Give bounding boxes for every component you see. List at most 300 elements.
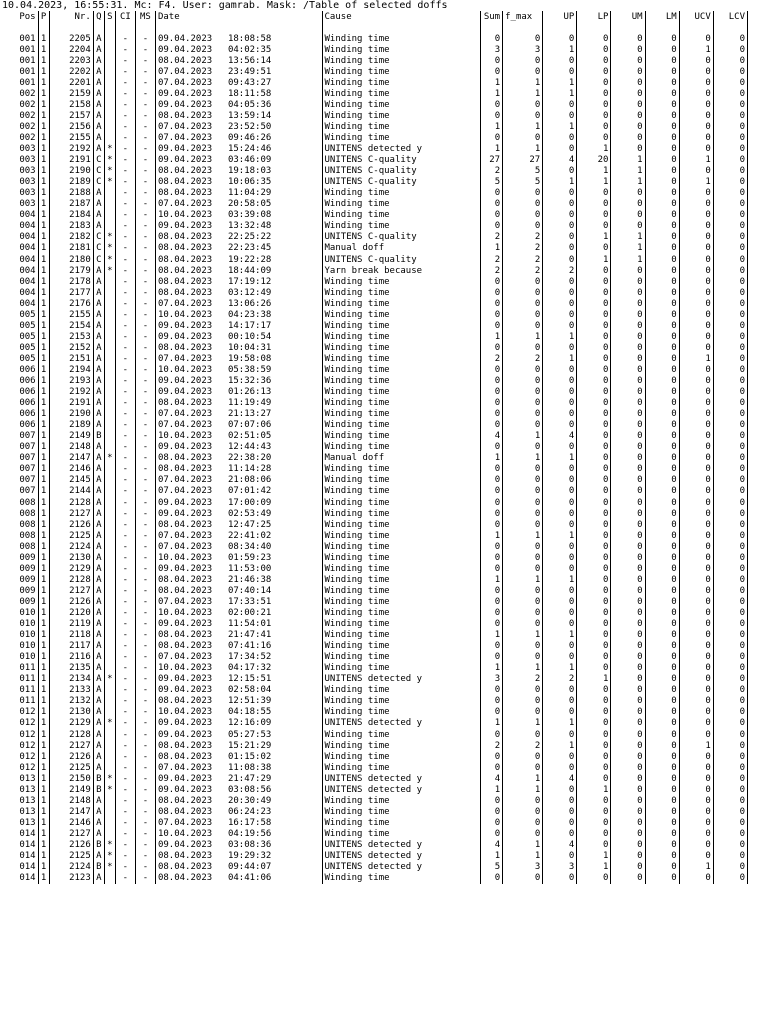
cell-nr: 2120	[49, 607, 93, 618]
cell-date	[155, 55, 322, 66]
cell-date-time: 16:17:58	[227, 817, 272, 828]
cell-q: C	[93, 155, 104, 166]
cell-date-time: 18:08:58	[227, 33, 272, 44]
cell-ci: -	[115, 442, 135, 453]
cell-ms: -	[135, 530, 155, 541]
cell-sum: 0	[481, 762, 503, 773]
cell-nr: 2128	[49, 574, 93, 585]
cell-um: 0	[611, 342, 645, 353]
cell-fmax: 0	[503, 409, 543, 420]
cell-q: A	[93, 607, 104, 618]
cell-lm: 0	[645, 674, 679, 685]
cell-nr: 2155	[49, 132, 93, 143]
cell-q: A	[93, 409, 104, 420]
cell-lm: 0	[645, 486, 679, 497]
cell-sum: 0	[481, 873, 503, 884]
cell-ucv: 0	[679, 464, 713, 475]
cell-ms: -	[135, 276, 155, 287]
cell-pos: 012	[2, 707, 38, 718]
cell-s	[104, 817, 115, 828]
cell-lcv: 0	[713, 77, 747, 88]
cell-lm: 0	[645, 232, 679, 243]
cell-sum: 1	[481, 530, 503, 541]
cell-lm: 0	[645, 420, 679, 431]
cell-lcv: 0	[713, 243, 747, 254]
cell-p: 1	[38, 99, 49, 110]
table-row	[2, 33, 748, 44]
cell-cause: Winding time	[322, 199, 481, 210]
cell-ms: -	[135, 851, 155, 862]
cell-q: C	[93, 232, 104, 243]
cell-lcv: 0	[713, 828, 747, 839]
cell-sum: 2	[481, 353, 503, 364]
cell-ms: -	[135, 243, 155, 254]
cell-date	[155, 398, 322, 409]
cell-date	[155, 442, 322, 453]
cell-s	[104, 751, 115, 762]
cell-fmax: 0	[503, 552, 543, 563]
cell-um: 0	[611, 585, 645, 596]
cell-p: 1	[38, 88, 49, 99]
cell-cause: Manual doff	[322, 453, 481, 464]
cell-um: 0	[611, 530, 645, 541]
cell-cause: Winding time	[322, 309, 481, 320]
cell-um: 0	[611, 376, 645, 387]
cell-date-day: 10.04.2023	[157, 707, 213, 718]
cell-ucv: 0	[679, 376, 713, 387]
cell-ms: -	[135, 773, 155, 784]
cell-um: 1	[611, 254, 645, 265]
cell-um: 0	[611, 121, 645, 132]
cell-ms: -	[135, 740, 155, 751]
cell-date	[155, 585, 322, 596]
cell-ci: -	[115, 828, 135, 839]
cell-ucv: 0	[679, 762, 713, 773]
cell-lm: 0	[645, 177, 679, 188]
cell-sum: 1	[481, 453, 503, 464]
cell-p: 1	[38, 44, 49, 55]
cell-q: A	[93, 630, 104, 641]
cell-ci: -	[115, 751, 135, 762]
cell-ms: -	[135, 409, 155, 420]
cell-ms: -	[135, 607, 155, 618]
cell-lcv: 0	[713, 641, 747, 652]
cell-nr: 2128	[49, 497, 93, 508]
cell-date-day: 08.04.2023	[157, 696, 213, 707]
cell-nr: 2203	[49, 55, 93, 66]
cell-date-day: 09.04.2023	[157, 563, 213, 574]
cell-pos: 005	[2, 320, 38, 331]
cell-sum: 0	[481, 376, 503, 387]
cell-ms: -	[135, 464, 155, 475]
cell-nr: 2179	[49, 265, 93, 276]
cell-cause: Winding time	[322, 431, 481, 442]
cell-lm: 0	[645, 762, 679, 773]
cell-nr: 2146	[49, 464, 93, 475]
cell-date	[155, 552, 322, 563]
cell-nr: 2149	[49, 431, 93, 442]
cell-date-day: 10.04.2023	[157, 364, 213, 375]
cell-lcv: 0	[713, 210, 747, 221]
cell-cause: Winding time	[322, 188, 481, 199]
cell-p: 1	[38, 353, 49, 364]
cell-up: 0	[543, 254, 577, 265]
table-row	[2, 729, 748, 740]
cell-p: 1	[38, 276, 49, 287]
cell-um: 0	[611, 862, 645, 873]
cell-pos: 002	[2, 132, 38, 143]
table-row	[2, 740, 748, 751]
cell-um: 0	[611, 364, 645, 375]
cell-fmax: 0	[503, 376, 543, 387]
cell-um: 0	[611, 132, 645, 143]
cell-sum: 0	[481, 309, 503, 320]
cell-lm: 0	[645, 309, 679, 320]
cell-ms: -	[135, 696, 155, 707]
cell-lp: 0	[577, 364, 611, 375]
cell-ucv: 0	[679, 619, 713, 630]
cell-lm: 0	[645, 464, 679, 475]
cell-nr: 2126	[49, 839, 93, 850]
cell-date-time: 13:06:26	[227, 298, 272, 309]
cell-q: A	[93, 740, 104, 751]
cell-date	[155, 663, 322, 674]
cell-date-day: 08.04.2023	[157, 630, 213, 641]
cell-p: 1	[38, 177, 49, 188]
cell-fmax: 0	[503, 652, 543, 663]
cell-nr: 2193	[49, 376, 93, 387]
cell-sum: 27	[481, 155, 503, 166]
cell-ms: -	[135, 44, 155, 55]
cell-sum: 1	[481, 121, 503, 132]
cell-ucv: 0	[679, 663, 713, 674]
cell-ucv: 0	[679, 33, 713, 44]
cell-pos: 010	[2, 652, 38, 663]
cell-q: A	[93, 221, 104, 232]
cell-lp: 0	[577, 442, 611, 453]
cell-lm: 0	[645, 453, 679, 464]
cell-date-day: 09.04.2023	[157, 839, 213, 850]
cell-um: 0	[611, 707, 645, 718]
table-row	[2, 287, 748, 298]
cell-cause: Winding time	[322, 442, 481, 453]
cell-up: 0	[543, 851, 577, 862]
cell-p: 1	[38, 210, 49, 221]
cell-sum: 0	[481, 387, 503, 398]
cell-lm: 0	[645, 77, 679, 88]
cell-q: A	[93, 873, 104, 884]
cell-date-day: 08.04.2023	[157, 342, 213, 353]
cell-nr: 2124	[49, 862, 93, 873]
cell-lp: 0	[577, 320, 611, 331]
cell-lcv: 0	[713, 166, 747, 177]
cell-ms: -	[135, 177, 155, 188]
cell-s: *	[104, 718, 115, 729]
cell-fmax: 0	[503, 475, 543, 486]
cell-ucv: 0	[679, 221, 713, 232]
cell-ci: -	[115, 552, 135, 563]
col-header-ms: MS	[135, 11, 155, 22]
cell-p: 1	[38, 806, 49, 817]
cell-p: 1	[38, 243, 49, 254]
cell-up: 0	[543, 55, 577, 66]
cell-q: A	[93, 320, 104, 331]
cell-date-time: 19:58:08	[227, 353, 272, 364]
cell-date	[155, 718, 322, 729]
cell-p: 1	[38, 387, 49, 398]
cell-pos: 004	[2, 298, 38, 309]
cell-ci: -	[115, 409, 135, 420]
cell-up: 0	[543, 685, 577, 696]
cell-up: 3	[543, 862, 577, 873]
cell-pos: 013	[2, 817, 38, 828]
cell-lm: 0	[645, 751, 679, 762]
cell-um: 0	[611, 674, 645, 685]
cell-date-time: 03:08:56	[227, 784, 272, 795]
cell-ci: -	[115, 177, 135, 188]
cell-ucv: 0	[679, 254, 713, 265]
cell-lcv: 0	[713, 652, 747, 663]
cell-date-time: 12:51:39	[227, 696, 272, 707]
table-row	[2, 718, 748, 729]
cell-date-day: 10.04.2023	[157, 828, 213, 839]
cell-ms: -	[135, 497, 155, 508]
cell-cause: Winding time	[322, 331, 481, 342]
cell-fmax: 0	[503, 110, 543, 121]
cell-date-time: 04:23:38	[227, 309, 272, 320]
cell-p: 1	[38, 729, 49, 740]
cell-ms: -	[135, 33, 155, 44]
cell-pos: 007	[2, 475, 38, 486]
cell-um: 0	[611, 619, 645, 630]
cell-date-time: 21:08:06	[227, 475, 272, 486]
cell-date	[155, 607, 322, 618]
table-row	[2, 442, 748, 453]
cell-lcv: 0	[713, 188, 747, 199]
cell-up: 0	[543, 641, 577, 652]
cell-fmax: 0	[503, 873, 543, 884]
cell-um: 0	[611, 508, 645, 519]
cell-ms: -	[135, 674, 155, 685]
cell-date	[155, 696, 322, 707]
cell-ms: -	[135, 376, 155, 387]
cell-lm: 0	[645, 254, 679, 265]
cell-date-day: 07.04.2023	[157, 541, 213, 552]
cell-fmax: 0	[503, 221, 543, 232]
cell-pos: 004	[2, 276, 38, 287]
cell-cause: Winding time	[322, 828, 481, 839]
cell-lp: 0	[577, 99, 611, 110]
cell-ci: -	[115, 342, 135, 353]
cell-fmax: 0	[503, 298, 543, 309]
cell-lm: 0	[645, 155, 679, 166]
cell-up: 1	[543, 574, 577, 585]
cell-ms: -	[135, 77, 155, 88]
cell-date	[155, 166, 322, 177]
cell-lp: 0	[577, 873, 611, 884]
cell-lm: 0	[645, 210, 679, 221]
cell-lp: 0	[577, 309, 611, 320]
cell-fmax: 1	[503, 663, 543, 674]
cell-date-day: 07.04.2023	[157, 420, 213, 431]
cell-p: 1	[38, 144, 49, 155]
cell-date-day: 08.04.2023	[157, 287, 213, 298]
cell-s	[104, 442, 115, 453]
table-row	[2, 839, 748, 850]
table-row	[2, 110, 748, 121]
cell-q: B	[93, 784, 104, 795]
cell-date-time: 10:04:31	[227, 342, 272, 353]
cell-date-time: 13:59:14	[227, 110, 272, 121]
cell-ci: -	[115, 652, 135, 663]
cell-q: A	[93, 387, 104, 398]
cell-date-day: 08.04.2023	[157, 795, 213, 806]
cell-lcv: 0	[713, 387, 747, 398]
cell-p: 1	[38, 132, 49, 143]
cell-date	[155, 121, 322, 132]
cell-cause: Winding time	[322, 497, 481, 508]
cell-q: A	[93, 55, 104, 66]
cell-fmax: 2	[503, 353, 543, 364]
cell-q: A	[93, 596, 104, 607]
cell-ms: -	[135, 563, 155, 574]
cell-date	[155, 828, 322, 839]
cell-q: A	[93, 585, 104, 596]
cell-ms: -	[135, 574, 155, 585]
table-row	[2, 519, 748, 530]
cell-date-day: 09.04.2023	[157, 729, 213, 740]
cell-pos: 003	[2, 144, 38, 155]
col-header-s: S	[104, 11, 115, 22]
cell-fmax: 0	[503, 817, 543, 828]
cell-ci: -	[115, 817, 135, 828]
cell-lp: 1	[577, 232, 611, 243]
cell-date-day: 08.04.2023	[157, 453, 213, 464]
cell-ucv: 0	[679, 685, 713, 696]
cell-cause: Winding time	[322, 762, 481, 773]
cell-q: A	[93, 353, 104, 364]
cell-ci: -	[115, 707, 135, 718]
cell-date	[155, 177, 322, 188]
cell-q: A	[93, 762, 104, 773]
cell-lcv: 0	[713, 55, 747, 66]
cell-date-time: 04:17:32	[227, 663, 272, 674]
cell-lp: 0	[577, 331, 611, 342]
cell-ci: -	[115, 585, 135, 596]
cell-date-time: 02:51:05	[227, 431, 272, 442]
cell-q: A	[93, 33, 104, 44]
cell-ucv: 0	[679, 265, 713, 276]
cell-ci: -	[115, 188, 135, 199]
cell-nr: 2182	[49, 232, 93, 243]
cell-pos: 013	[2, 806, 38, 817]
cell-nr: 2178	[49, 276, 93, 287]
cell-up: 1	[543, 44, 577, 55]
cell-fmax: 0	[503, 519, 543, 530]
cell-ucv: 0	[679, 596, 713, 607]
cell-date-day: 10.04.2023	[157, 309, 213, 320]
cell-p: 1	[38, 652, 49, 663]
cell-sum: 0	[481, 298, 503, 309]
cell-ci: -	[115, 541, 135, 552]
cell-date	[155, 265, 322, 276]
cell-date-time: 05:27:53	[227, 729, 272, 740]
cell-sum: 0	[481, 652, 503, 663]
cell-date	[155, 77, 322, 88]
table-row	[2, 66, 748, 77]
cell-lcv: 0	[713, 110, 747, 121]
cell-ucv: 1	[679, 177, 713, 188]
table-row	[2, 387, 748, 398]
cell-p: 1	[38, 508, 49, 519]
cell-lm: 0	[645, 541, 679, 552]
cell-q: A	[93, 574, 104, 585]
cell-lp: 0	[577, 663, 611, 674]
cell-sum: 0	[481, 806, 503, 817]
cell-s: *	[104, 839, 115, 850]
cell-ucv: 0	[679, 508, 713, 519]
cell-pos: 004	[2, 265, 38, 276]
cell-ms: -	[135, 630, 155, 641]
cell-nr: 2127	[49, 508, 93, 519]
cell-lm: 0	[645, 817, 679, 828]
table-row	[2, 619, 748, 630]
cell-pos: 002	[2, 110, 38, 121]
cell-ci: -	[115, 596, 135, 607]
cell-nr: 2192	[49, 387, 93, 398]
cell-date	[155, 541, 322, 552]
cell-up: 0	[543, 619, 577, 630]
cell-q: A	[93, 685, 104, 696]
cell-pos: 010	[2, 619, 38, 630]
cell-p: 1	[38, 574, 49, 585]
cell-pos: 013	[2, 773, 38, 784]
cell-ci: -	[115, 630, 135, 641]
cell-cause: UNITENS detected y	[322, 784, 481, 795]
cell-date-time: 17:33:51	[227, 596, 272, 607]
cell-lp: 0	[577, 740, 611, 751]
cell-um: 0	[611, 55, 645, 66]
cell-lcv: 0	[713, 309, 747, 320]
col-header-ci: CI	[115, 11, 135, 22]
cell-ci: -	[115, 696, 135, 707]
cell-ms: -	[135, 353, 155, 364]
cell-cause: Winding time	[322, 541, 481, 552]
cell-um: 0	[611, 99, 645, 110]
cell-date-day: 10.04.2023	[157, 663, 213, 674]
cell-ucv: 0	[679, 132, 713, 143]
cell-lcv: 0	[713, 453, 747, 464]
cell-ci: -	[115, 563, 135, 574]
cell-lp: 0	[577, 795, 611, 806]
cell-ms: -	[135, 144, 155, 155]
cell-up: 0	[543, 873, 577, 884]
cell-nr: 2128	[49, 729, 93, 740]
cell-p: 1	[38, 55, 49, 66]
cell-nr: 2177	[49, 287, 93, 298]
table-row	[2, 641, 748, 652]
table-row	[2, 199, 748, 210]
cell-ucv: 0	[679, 298, 713, 309]
cell-um: 0	[611, 353, 645, 364]
cell-fmax: 0	[503, 442, 543, 453]
cell-date-day: 10.04.2023	[157, 552, 213, 563]
cell-q: A	[93, 464, 104, 475]
cell-up: 0	[543, 585, 577, 596]
cell-lcv: 0	[713, 607, 747, 618]
cell-q: A	[93, 806, 104, 817]
cell-lm: 0	[645, 376, 679, 387]
